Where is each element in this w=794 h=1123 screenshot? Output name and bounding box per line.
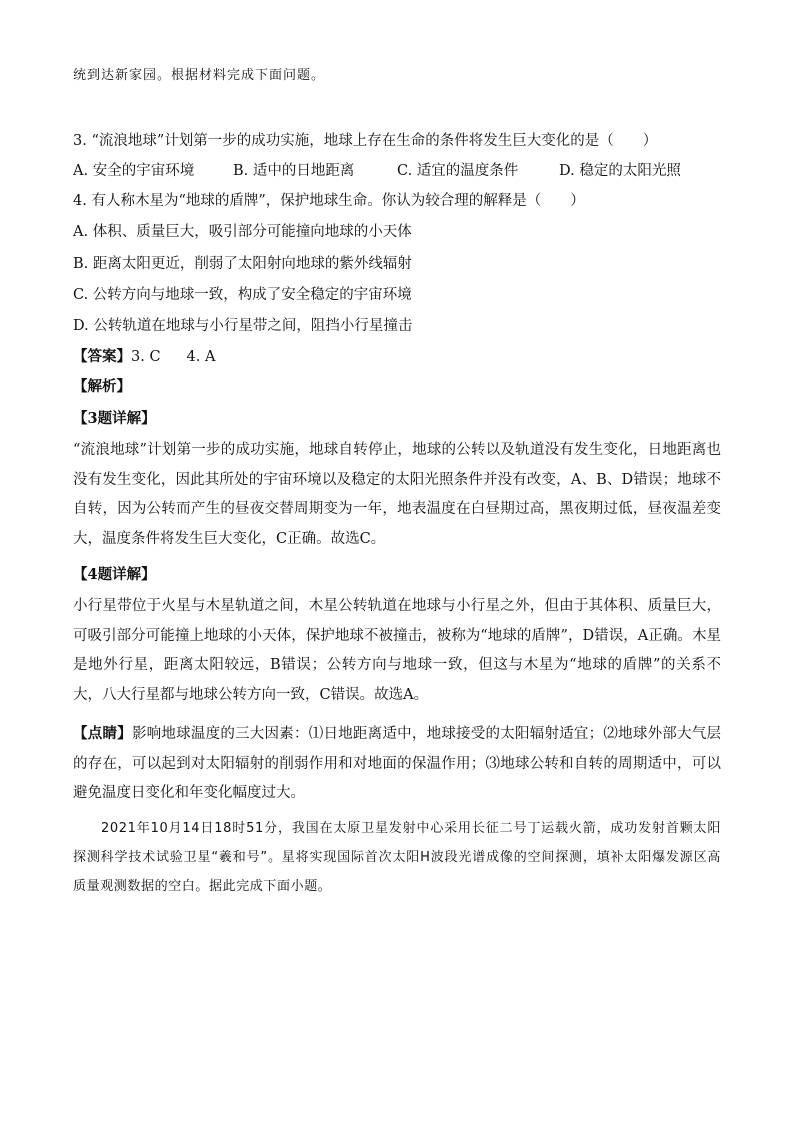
- question-3-option-d: D. 稳定的太阳光照: [559, 163, 681, 179]
- detail-4-text: 小行星带位于火星与木星轨道之间，木星公转轨道在地球与小行星之外，但由于其体积、质量巨大，可吸引部分可能撞上地球的小天体，保护地球不被撞击，被称为“地球的盾牌”，D错误，A正确。木星是地外行星，距离太阳较远，B错误；公转方向与地球一致，但这与木星为“地球的盾牌”的关系不大，八大行星都与地球公转方向一致，C错误。故选A。: [73, 598, 721, 703]
- answer-4: 4. A: [186, 349, 216, 365]
- note-paragraph: [73, 719, 721, 809]
- detail-3-text: “流浪地球”计划第一步的成功实施，地球自转停止，地球的公转以及轨道没有发生变化，日地距离也没有发生变化，因此其所处的宇宙环境以及稳定的太阳光照条件并没有改变，A、B、D错误；地球不自转，因为公转而产生的昼夜交替周期变为一年，地表温度在白昼期过高，黑夜期过低，昼夜温差变大，温度条件将发生巨大变化，C正确。故选C。: [73, 442, 721, 547]
- question-4-option-d: D. 公转轨道在地球与小行星带之间，阻挡小行星撞击: [73, 318, 413, 334]
- answer-label: 【答案】: [73, 348, 131, 365]
- analysis-label: 【解析】: [73, 378, 131, 395]
- question-4-option-a: A. 体积、质量巨大，吸引部分可能撞向地球的小天体: [73, 224, 412, 240]
- question-4-option-c: C. 公转方向与地球一致，构成了安全稳定的宇宙环境: [73, 287, 412, 303]
- question-3-option-a: A. 安全的宇宙环境: [73, 163, 195, 179]
- question-3-option-b: B. 适中的日地距离: [233, 163, 355, 179]
- question-3-stem: 3. “流浪地球”计划第一步的成功实施，地球上存在生命的条件将发生巨大变化的是（ ）: [73, 133, 658, 149]
- question-4-option-b: B. 距离太阳更近，削弱了太阳射向地球的紫外线辐射: [73, 256, 412, 272]
- note-label: 【点睛】: [73, 725, 132, 742]
- intro-line: 统到达新家园。根据材料完成下面问题。: [73, 68, 326, 83]
- detail-3-label: 【3题详解】: [73, 410, 156, 427]
- note-text: 影响地球温度的三大因素：⑴日地距离适中，地球接受的太阳辐射适宜；⑵地球外部大气层的存在，可以起到对太阳辐射的削弱作用和对地面的保温作用；⑶地球公转和自转的周期适中，可以避免温度日变化和年变化幅度过大。: [73, 726, 722, 801]
- question-4-stem: 4. 有人称木星为“地球的盾牌”，保护地球生命。你认为较合理的解释是（ ）: [73, 193, 585, 209]
- final-passage: 2021年10月14日18时51分，我国在太原卫星发射中心采用长征二号丁运载火箭，成功发射首颗太阳探测科学技术试验卫星“羲和号”。星将实现国际首次太阳H波段光谱成像的空间探测，填补太阳爆发源区高质量观测数据的空白。据此完成下面小题。: [73, 821, 721, 894]
- answer-line: [73, 347, 215, 367]
- detail-4-label: 【4题详解】: [73, 566, 156, 583]
- answer-3: 3. C: [131, 349, 161, 365]
- question-3-option-c: C. 适宜的温度条件: [397, 163, 519, 179]
